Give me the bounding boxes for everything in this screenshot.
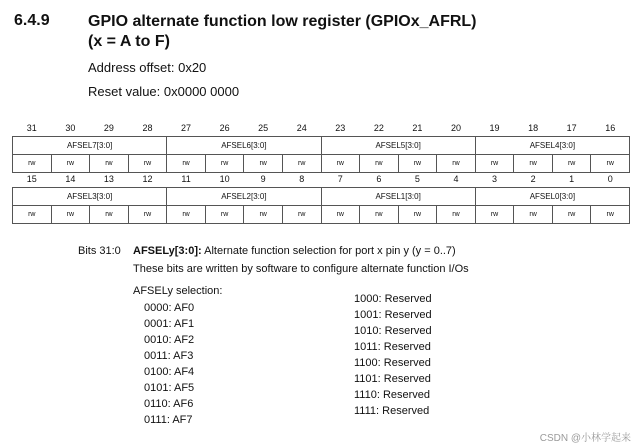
option-item: 1001: Reserved: [354, 309, 432, 321]
field-afsel7: AFSEL7[3:0]: [13, 137, 167, 155]
access-type: rw: [205, 206, 244, 224]
option-item: 1110: Reserved: [354, 389, 431, 401]
access-type: rw: [13, 206, 52, 224]
access-type: rw: [591, 206, 630, 224]
access-type: rw: [321, 206, 360, 224]
bit-number: 3: [492, 173, 498, 184]
access-row: [13, 206, 630, 224]
bit-number: 18: [528, 122, 539, 133]
bit-number: 10: [219, 173, 230, 184]
page-title: [88, 12, 477, 52]
access-type: rw: [13, 155, 52, 173]
bit-number: 23: [335, 122, 346, 133]
access-type: rw: [552, 206, 591, 224]
access-type: rw: [205, 155, 244, 173]
access-type: rw: [360, 206, 399, 224]
access-type: rw: [128, 206, 167, 224]
access-type: rw: [398, 206, 437, 224]
access-type: rw: [244, 155, 283, 173]
bit-number: 1: [569, 173, 575, 184]
bit-number-row: [13, 119, 630, 137]
bit-number: 20: [450, 122, 461, 133]
field-name-row: [13, 188, 630, 206]
bit-number: 13: [103, 173, 114, 184]
bit-number: 7: [337, 173, 343, 184]
option-item: 1011: Reserved: [354, 341, 431, 353]
access-type: rw: [475, 206, 514, 224]
bit-number: 11: [181, 173, 191, 184]
bit-number: 4: [453, 173, 459, 184]
bit-number: 6: [376, 173, 382, 184]
bit-number: 15: [26, 173, 37, 184]
bits-range-label: Bits 31:0: [78, 245, 121, 257]
title-line-2: (x = A to F): [88, 33, 170, 50]
field-afsel2: AFSEL2[3:0]: [167, 188, 321, 206]
address-offset: Address offset: 0x20: [88, 60, 207, 75]
option-item: 1101: Reserved: [354, 373, 431, 385]
access-type: rw: [90, 206, 129, 224]
bit-number: 24: [296, 122, 307, 133]
option-item: 1111: Reserved: [354, 405, 430, 417]
option-item: 0010: AF2: [144, 334, 195, 346]
access-type: rw: [475, 155, 514, 173]
access-type: rw: [282, 155, 321, 173]
access-type: rw: [51, 155, 90, 173]
option-item: 1100: Reserved: [354, 357, 431, 369]
bit-number: 29: [103, 122, 114, 133]
bit-number: 19: [489, 122, 500, 133]
access-type: rw: [282, 206, 321, 224]
access-type: rw: [398, 155, 437, 173]
field-description: [133, 245, 456, 257]
bit-number: 26: [219, 122, 230, 133]
section-number: 6.4.9: [14, 12, 50, 29]
option-item: 0110: AF6: [144, 398, 194, 410]
access-type: rw: [591, 155, 630, 173]
access-type: rw: [167, 206, 206, 224]
option-item: 0101: AF5: [144, 382, 195, 394]
access-type: rw: [128, 155, 167, 173]
access-type: rw: [167, 155, 206, 173]
bit-number: 21: [412, 122, 423, 133]
option-item: 0011: AF3: [144, 350, 194, 362]
bit-number: 0: [607, 173, 613, 184]
bit-number: 28: [142, 122, 153, 133]
access-type: rw: [514, 206, 553, 224]
field-afsel4: AFSEL4[3:0]: [475, 137, 629, 155]
bit-number: 12: [142, 173, 153, 184]
access-type: rw: [552, 155, 591, 173]
bit-number: 27: [181, 122, 192, 133]
bit-number: 30: [65, 122, 76, 133]
field-afsel6: AFSEL6[3:0]: [167, 137, 321, 155]
bit-number: 8: [299, 173, 305, 184]
bit-number: 2: [530, 173, 536, 184]
option-item: 0001: AF1: [144, 318, 195, 330]
access-type: rw: [51, 206, 90, 224]
field-afsel0: AFSEL0[3:0]: [475, 188, 629, 206]
field-afsel1: AFSEL1[3:0]: [321, 188, 475, 206]
access-type: rw: [437, 155, 476, 173]
bit-number: 17: [566, 122, 577, 133]
selection-label: AFSELy selection:: [133, 285, 223, 297]
register-upper-half: [12, 119, 630, 173]
option-item: 1010: Reserved: [354, 325, 432, 337]
bit-number: 5: [414, 173, 420, 184]
option-item: 0100: AF4: [144, 366, 195, 378]
watermark: CSDN @小林学起来: [539, 433, 631, 444]
access-type: rw: [437, 206, 476, 224]
bit-number: 22: [373, 122, 384, 133]
register-lower-half: [12, 170, 630, 224]
bit-number-row: [13, 170, 630, 188]
option-item: 1000: Reserved: [354, 293, 432, 305]
access-type: rw: [321, 155, 360, 173]
field-name-row: [13, 137, 630, 155]
access-type: rw: [244, 206, 283, 224]
bit-number: 9: [260, 173, 266, 184]
field-afsel3: AFSEL3[3:0]: [13, 188, 167, 206]
access-type: rw: [514, 155, 553, 173]
field-name: AFSELy[3:0]:: [133, 245, 202, 257]
bit-number: 16: [605, 122, 616, 133]
reset-value: Reset value: 0x0000 0000: [88, 84, 240, 99]
bit-number: 14: [65, 173, 76, 184]
title-line-1: GPIO alternate function low register (GPIOx_AFRL): [88, 13, 477, 30]
field-afsel5: AFSEL5[3:0]: [321, 137, 475, 155]
field-note: These bits are written by software to configure alternate function I/Os: [133, 263, 469, 275]
option-item: 0111: AF7: [144, 414, 193, 426]
option-item: 0000: AF0: [144, 302, 195, 314]
bit-number: 31: [26, 122, 37, 133]
access-type: rw: [360, 155, 399, 173]
field-summary: Alternate function selection for port x pin y (y = 0..7): [204, 245, 456, 257]
bit-number: 25: [258, 122, 269, 133]
access-type: rw: [90, 155, 129, 173]
